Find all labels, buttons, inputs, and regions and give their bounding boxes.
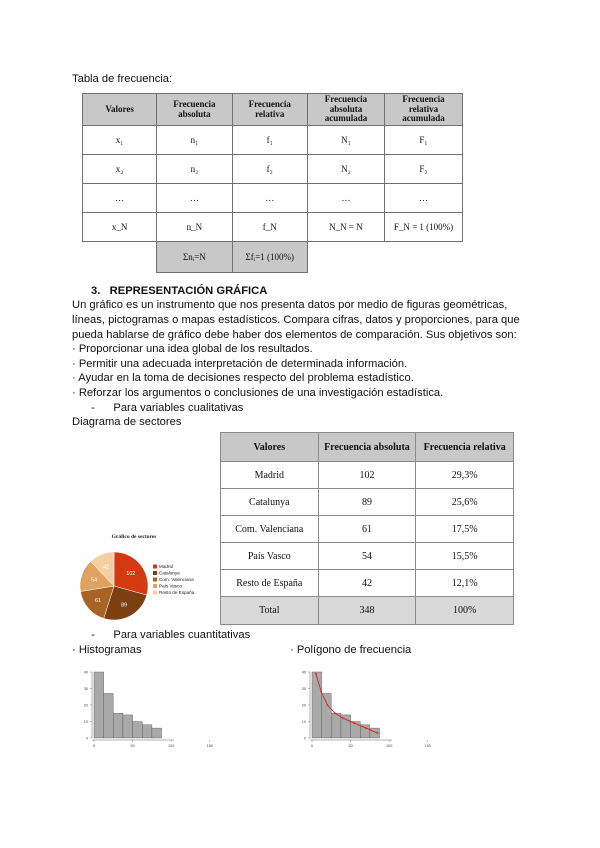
objective-item: · Permitir una adecuada interpretación de determinada información. bbox=[72, 358, 408, 370]
legend-swatch bbox=[153, 565, 157, 569]
y-tick-label: 30 bbox=[301, 687, 306, 691]
table-caption: Tabla de frecuencia: bbox=[72, 73, 173, 85]
x-tick-label: 100 bbox=[168, 744, 175, 748]
sector-label: Diagrama de sectores bbox=[72, 416, 182, 428]
cell: Resto de España bbox=[221, 570, 319, 597]
cell: F_N = 1 (100%) bbox=[385, 213, 463, 242]
cell: x₁ bbox=[83, 126, 157, 155]
polygon-point bbox=[377, 732, 379, 734]
cell: 100% bbox=[416, 597, 514, 625]
hist-bar bbox=[133, 722, 143, 739]
histogram-label: · Histogramas bbox=[72, 644, 142, 656]
cell: x₂ bbox=[83, 155, 157, 184]
cell: 348 bbox=[318, 597, 416, 625]
y-tick-label: 10 bbox=[301, 720, 306, 724]
sum-relative: Σfᵢ=1 (100%) bbox=[232, 242, 307, 273]
cell: n_N bbox=[157, 213, 232, 242]
slice-label: 89 bbox=[120, 602, 128, 609]
cell: N_N = N bbox=[307, 213, 384, 242]
y-tick-label: 40 bbox=[83, 670, 88, 675]
polygon-point bbox=[320, 691, 322, 693]
slice-label: 42 bbox=[103, 564, 110, 571]
y-tick-label: 0 bbox=[85, 736, 88, 741]
paragraph-line: líneas, pictogramas o mapas estadísticos. Compara cifras, datos y proporciones, para que bbox=[72, 314, 520, 326]
x-tick-label: 150 bbox=[424, 744, 431, 748]
table-row bbox=[221, 570, 514, 597]
legend-item: Com. Valenciana bbox=[159, 577, 194, 582]
cell: … bbox=[157, 184, 232, 213]
qualitative-label: - Para variables cualitativas bbox=[91, 402, 244, 414]
col-header: Frecuencia relativa acumulada bbox=[385, 94, 463, 126]
frequency-polygon-chart bbox=[296, 666, 431, 752]
cell: f_N bbox=[232, 213, 307, 242]
sector-table bbox=[220, 432, 514, 625]
hist-bar bbox=[113, 713, 123, 738]
table-row bbox=[83, 155, 463, 184]
legend-swatch bbox=[153, 584, 157, 588]
hist-bar bbox=[152, 728, 162, 738]
histogram-chart bbox=[78, 666, 213, 752]
col-header: Frecuencia relativa bbox=[232, 94, 307, 126]
x-tick-label: 150 bbox=[206, 744, 213, 748]
total-row bbox=[221, 597, 514, 625]
cell: … bbox=[232, 184, 307, 213]
col-header: Frecuencia absoluta bbox=[157, 94, 232, 126]
cell: 12,1% bbox=[416, 570, 514, 597]
table-row bbox=[221, 489, 514, 516]
cell: … bbox=[385, 184, 463, 213]
table-row bbox=[221, 462, 514, 489]
cell: 25,6% bbox=[416, 489, 514, 516]
cell: 102 bbox=[318, 462, 416, 489]
cell: 54 bbox=[318, 543, 416, 570]
cell: País Vasco bbox=[221, 543, 319, 570]
hist-bar bbox=[322, 693, 332, 738]
cell: Com. Valenciana bbox=[221, 516, 319, 543]
y-tick-label: 40 bbox=[301, 670, 306, 675]
table-row bbox=[221, 543, 514, 570]
table-row bbox=[83, 184, 463, 213]
cell: f₁ bbox=[232, 126, 307, 155]
table-row bbox=[221, 516, 514, 543]
polygon-point bbox=[342, 717, 344, 719]
paragraph-line: pueda hablarse de gráfico debe haber dos elementos de comparación. Sus objetivos son: bbox=[72, 329, 517, 341]
y-tick-label: 20 bbox=[83, 703, 88, 708]
objective-item: · Ayudar en la toma de decisiones respecto del problema estadístico. bbox=[72, 372, 414, 384]
polygon-point bbox=[327, 704, 329, 706]
col-header: Frecuencia absoluta acumulada bbox=[307, 94, 384, 126]
quantitative-label: - Para variables cuantitativas bbox=[91, 629, 251, 641]
legend-swatch bbox=[153, 571, 157, 575]
x-tick-label: 50 bbox=[348, 744, 353, 748]
hist-bar bbox=[104, 693, 114, 738]
legend-item: Catalunya bbox=[159, 570, 180, 576]
hist-bar bbox=[360, 725, 370, 738]
hist-bar bbox=[94, 672, 104, 738]
polygon-label: · Polígono de frecuencia bbox=[290, 644, 412, 656]
slice-label: 102 bbox=[126, 571, 136, 578]
cell: f₂ bbox=[232, 155, 307, 184]
legend-swatch bbox=[153, 578, 157, 582]
frequency-table bbox=[82, 93, 463, 273]
polygon-point bbox=[315, 673, 317, 675]
y-tick-label: 30 bbox=[83, 687, 88, 691]
cell: F₁ bbox=[385, 126, 463, 155]
slice-label: 54 bbox=[90, 577, 98, 584]
cell: 17,5% bbox=[416, 516, 514, 543]
sum-row bbox=[83, 242, 463, 273]
cell: 42 bbox=[318, 570, 416, 597]
objective-item: · Proporcionar una idea global de los resultados. bbox=[72, 343, 313, 355]
cell: F₂ bbox=[385, 155, 463, 184]
table-row bbox=[83, 213, 463, 242]
col-header: Valores bbox=[83, 94, 157, 126]
cell: x_N bbox=[83, 213, 157, 242]
cell: Madrid bbox=[221, 462, 319, 489]
hist-bar bbox=[312, 672, 322, 738]
col-header: Frecuencia relativa bbox=[416, 433, 514, 462]
cell: 61 bbox=[318, 516, 416, 543]
cell: n₂ bbox=[157, 155, 232, 184]
cell: … bbox=[83, 184, 157, 213]
cell: N₂ bbox=[307, 155, 384, 184]
y-tick-label: 10 bbox=[83, 720, 88, 724]
cell: 15,5% bbox=[416, 543, 514, 570]
hist-bar bbox=[331, 713, 341, 738]
legend-item: Madrid bbox=[159, 564, 174, 569]
paragraph-line: Un gráfico es un instrumento que nos presenta datos por medio de figuras geométricas, bbox=[72, 299, 508, 311]
table-row bbox=[83, 126, 463, 155]
polygon-point bbox=[334, 712, 336, 714]
col-header: Frecuencia absoluta bbox=[318, 433, 416, 462]
cell: Total bbox=[221, 597, 319, 625]
sum-absolute: Σnᵢ=N bbox=[157, 242, 232, 273]
cell: 29,3% bbox=[416, 462, 514, 489]
chart-title: Gráfico de sectores bbox=[111, 534, 157, 540]
pie-chart bbox=[76, 528, 218, 628]
x-tick-label: 0 bbox=[92, 744, 96, 748]
x-tick-label: 50 bbox=[130, 744, 135, 748]
slice-label: 61 bbox=[94, 597, 102, 604]
y-tick-label: 20 bbox=[301, 703, 306, 708]
cell: … bbox=[307, 184, 384, 213]
cell: n₁ bbox=[157, 126, 232, 155]
cell: N₁ bbox=[307, 126, 384, 155]
cell: 89 bbox=[318, 489, 416, 516]
polygon-point bbox=[365, 727, 367, 729]
cell: Catalunya bbox=[221, 489, 319, 516]
hist-bar bbox=[123, 715, 133, 738]
objective-item: · Reforzar los argumentos o conclusiones de una investigación estadística. bbox=[72, 387, 444, 399]
section-heading: 3. REPRESENTACIÓN GRÁFICA bbox=[91, 285, 268, 297]
col-header: Valores bbox=[221, 433, 319, 462]
y-tick-label: 0 bbox=[303, 736, 306, 741]
x-tick-label: 0 bbox=[310, 744, 314, 748]
x-tick-label: 100 bbox=[386, 744, 393, 748]
legend-item: Resto de España bbox=[159, 590, 195, 595]
hist-bar bbox=[142, 725, 152, 738]
legend-swatch bbox=[153, 591, 157, 595]
legend-item: País Vasco bbox=[159, 583, 182, 589]
polygon-point bbox=[354, 722, 356, 724]
